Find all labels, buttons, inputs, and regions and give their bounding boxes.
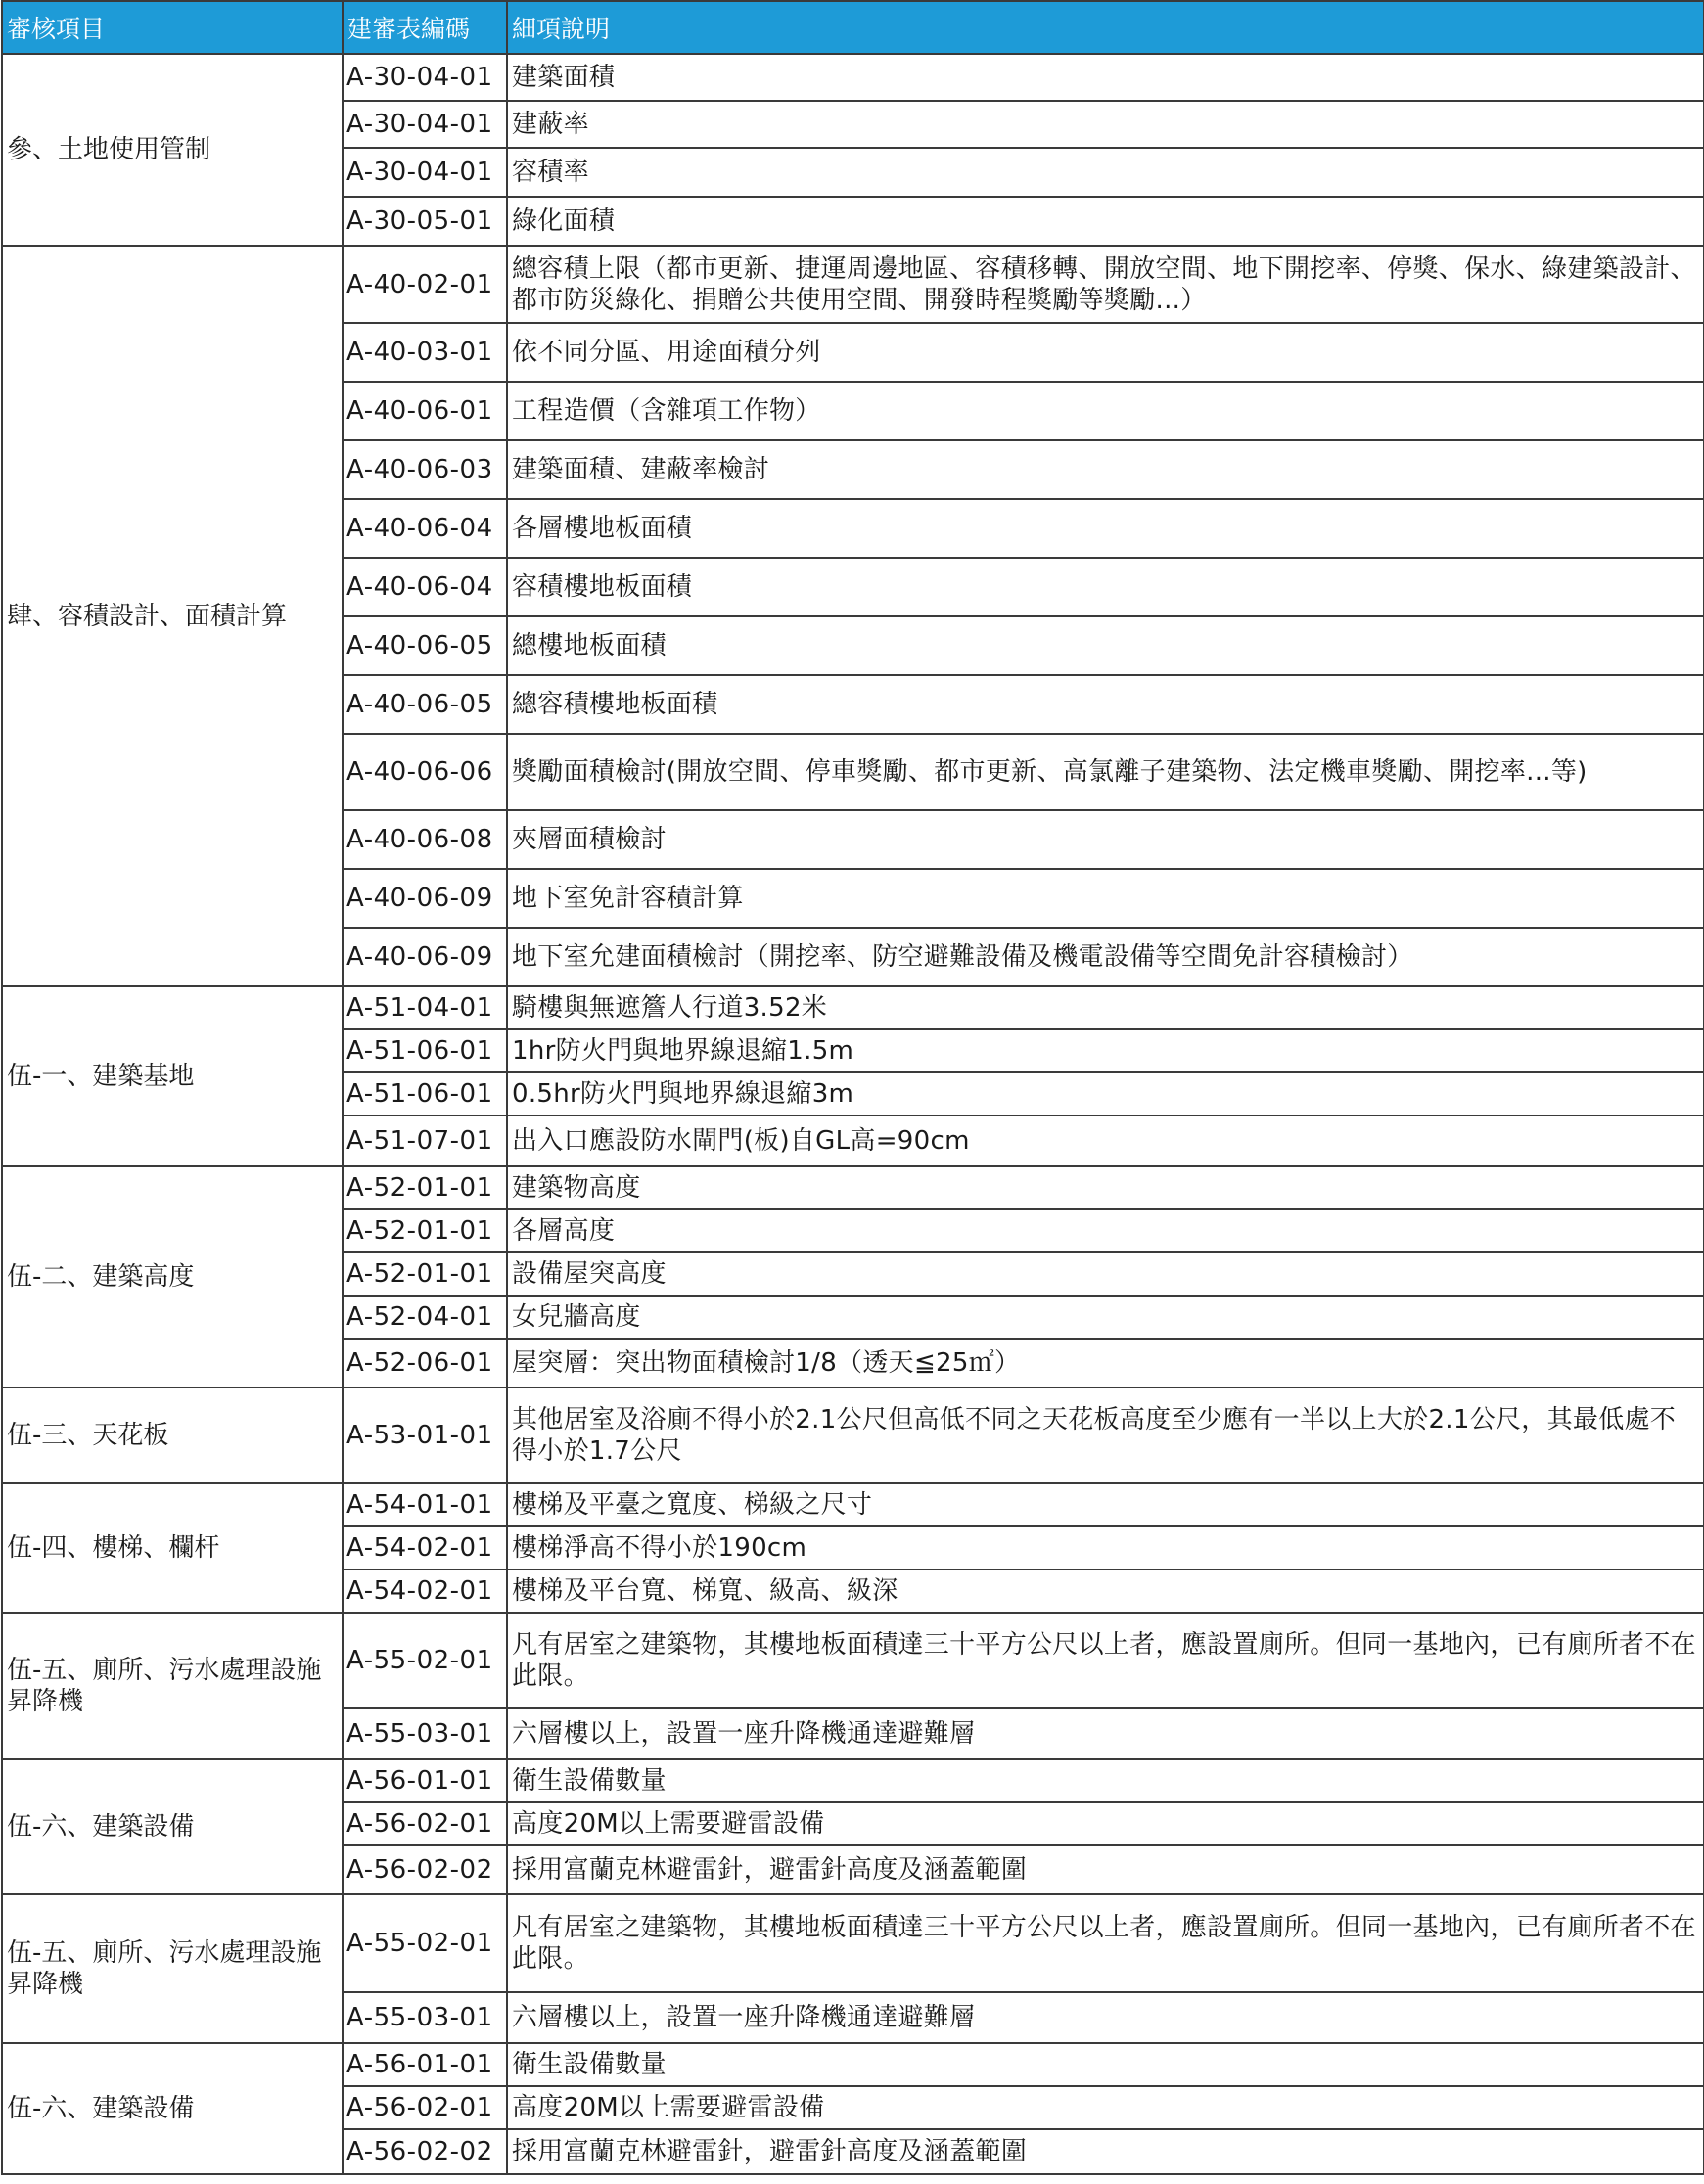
- code-cell: A-56-01-01: [343, 1759, 507, 1802]
- code-cell: A-52-06-01: [343, 1339, 507, 1388]
- table-row: [2, 1483, 1704, 1526]
- description-cell: 0.5hr防火門與地界線退縮3m: [507, 1072, 1704, 1115]
- description-cell: 綠化面積: [507, 197, 1704, 246]
- code-cell: A-30-04-01: [343, 148, 507, 197]
- description-cell: 屋突層：突出物面積檢討1/8（透天≦25㎡）: [507, 1339, 1704, 1388]
- code-cell: A-55-02-01: [343, 1613, 507, 1708]
- description-cell: 建蔽率: [507, 101, 1704, 148]
- category-cell: 伍-六、建築設備: [2, 2043, 343, 2174]
- code-cell: A-52-01-01: [343, 1166, 507, 1209]
- description-cell: 各層樓地板面積: [507, 499, 1704, 558]
- code-cell: A-40-06-01: [343, 382, 507, 440]
- category-cell: 伍-三、天花板: [2, 1388, 343, 1483]
- code-cell: A-30-05-01: [343, 197, 507, 246]
- code-cell: A-40-06-04: [343, 499, 507, 558]
- description-cell: 夾層面積檢討: [507, 810, 1704, 869]
- category-cell: 伍-五、廁所、污水處理設施昇降機: [2, 1613, 343, 1759]
- code-cell: A-56-02-02: [343, 2129, 507, 2174]
- description-cell: 獎勵面積檢討(開放空間、停車獎勵、都市更新、高氯離子建築物、法定機車獎勵、開挖率...等): [507, 734, 1704, 810]
- header-form-code: 建審表編碼: [343, 1, 507, 54]
- description-cell: 容積樓地板面積: [507, 558, 1704, 616]
- category-cell: 伍-一、建築基地: [2, 986, 343, 1166]
- table-row: [2, 1894, 1704, 1992]
- code-cell: A-56-02-01: [343, 1802, 507, 1845]
- code-cell: A-52-04-01: [343, 1296, 507, 1339]
- table-row: [2, 246, 1704, 323]
- code-cell: A-40-06-06: [343, 734, 507, 810]
- code-cell: A-53-01-01: [343, 1388, 507, 1483]
- code-cell: A-52-01-01: [343, 1209, 507, 1252]
- code-cell: A-54-02-01: [343, 1526, 507, 1570]
- code-cell: A-40-06-09: [343, 928, 507, 986]
- code-cell: A-30-04-01: [343, 54, 507, 101]
- description-cell: 依不同分區、用途面積分列: [507, 323, 1704, 382]
- code-cell: A-40-03-01: [343, 323, 507, 382]
- description-cell: 樓梯及平臺之寬度、梯級之尺寸: [507, 1483, 1704, 1526]
- code-cell: A-51-06-01: [343, 1072, 507, 1115]
- description-cell: 設備屋突高度: [507, 1252, 1704, 1296]
- table-row: [2, 54, 1704, 101]
- description-cell: 地下室允建面積檢討（開挖率、防空避難設備及機電設備等空間免計容積檢討）: [507, 928, 1704, 986]
- description-cell: 六層樓以上，設置一座升降機通達避難層: [507, 1992, 1704, 2043]
- description-cell: 出入口應設防水閘門(板)自GL高=90cm: [507, 1115, 1704, 1166]
- description-cell: 衛生設備數量: [507, 1759, 1704, 1802]
- description-cell: 總容積樓地板面積: [507, 675, 1704, 734]
- code-cell: A-51-04-01: [343, 986, 507, 1029]
- code-cell: A-56-01-01: [343, 2043, 507, 2086]
- review-items-table: [1, 0, 1704, 2175]
- code-cell: A-55-03-01: [343, 1992, 507, 2043]
- code-cell: A-51-06-01: [343, 1029, 507, 1072]
- table-row: [2, 986, 1704, 1029]
- description-cell: 1hr防火門與地界線退縮1.5m: [507, 1029, 1704, 1072]
- description-cell: 建築物高度: [507, 1166, 1704, 1209]
- description-cell: 採用富蘭克林避雷針，避雷針高度及涵蓋範圍: [507, 2129, 1704, 2174]
- description-cell: 總容積上限（都市更新、捷運周邊地區、容積移轉、開放空間、地下開挖率、停獎、保水、綠建築設計、都市防災綠化、捐贈公共使用空間、開發時程獎勵等獎勵...）: [507, 246, 1704, 323]
- code-cell: A-40-02-01: [343, 246, 507, 323]
- code-cell: A-56-02-02: [343, 1845, 507, 1894]
- category-cell: 肆、容積設計、面積計算: [2, 246, 343, 986]
- table-row: [2, 1166, 1704, 1209]
- table-row: [2, 2043, 1704, 2086]
- header-description: 細項說明: [507, 1, 1704, 54]
- description-cell: 高度20M以上需要避雷設備: [507, 2086, 1704, 2129]
- description-cell: 女兒牆高度: [507, 1296, 1704, 1339]
- description-cell: 建築面積、建蔽率檢討: [507, 440, 1704, 499]
- description-cell: 凡有居室之建築物，其樓地板面積達三十平方公尺以上者，應設置廁所。但同一基地內，已有廁所者不在此限。: [507, 1613, 1704, 1708]
- category-cell: 參、土地使用管制: [2, 54, 343, 246]
- description-cell: 衛生設備數量: [507, 2043, 1704, 2086]
- code-cell: A-40-06-09: [343, 869, 507, 928]
- code-cell: A-30-04-01: [343, 101, 507, 148]
- table-row: [2, 1388, 1704, 1483]
- description-cell: 總樓地板面積: [507, 616, 1704, 675]
- description-cell: 地下室免計容積計算: [507, 869, 1704, 928]
- description-cell: 各層高度: [507, 1209, 1704, 1252]
- description-cell: 騎樓與無遮簷人行道3.52米: [507, 986, 1704, 1029]
- header-review-item: 審核項目: [2, 1, 343, 54]
- description-cell: 樓梯淨高不得小於190cm: [507, 1526, 1704, 1570]
- category-cell: 伍-二、建築高度: [2, 1166, 343, 1388]
- code-cell: A-55-02-01: [343, 1894, 507, 1992]
- code-cell: A-54-02-01: [343, 1570, 507, 1613]
- code-cell: A-40-06-04: [343, 558, 507, 616]
- code-cell: A-40-06-03: [343, 440, 507, 499]
- category-cell: 伍-四、樓梯、欄杆: [2, 1483, 343, 1613]
- description-cell: 樓梯及平台寬、梯寬、級高、級深: [507, 1570, 1704, 1613]
- header-row: [2, 1, 1704, 54]
- code-cell: A-56-02-01: [343, 2086, 507, 2129]
- code-cell: A-52-01-01: [343, 1252, 507, 1296]
- table-row: [2, 1759, 1704, 1802]
- category-cell: 伍-五、廁所、污水處理設施昇降機: [2, 1894, 343, 2043]
- code-cell: A-40-06-05: [343, 675, 507, 734]
- table-header: [2, 1, 1704, 54]
- description-cell: 容積率: [507, 148, 1704, 197]
- code-cell: A-40-06-05: [343, 616, 507, 675]
- category-cell: 伍-六、建築設備: [2, 1759, 343, 1894]
- description-cell: 工程造價（含雜項工作物）: [507, 382, 1704, 440]
- description-cell: 其他居室及浴廁不得小於2.1公尺但高低不同之天花板高度至少應有一半以上大於2.1公尺，其最低處不得小於1.7公尺: [507, 1388, 1704, 1483]
- code-cell: A-51-07-01: [343, 1115, 507, 1166]
- description-cell: 凡有居室之建築物，其樓地板面積達三十平方公尺以上者，應設置廁所。但同一基地內，已有廁所者不在此限。: [507, 1894, 1704, 1992]
- table-body: [2, 54, 1704, 2174]
- description-cell: 採用富蘭克林避雷針，避雷針高度及涵蓋範圍: [507, 1845, 1704, 1894]
- description-cell: 六層樓以上，設置一座升降機通達避難層: [507, 1708, 1704, 1759]
- code-cell: A-40-06-08: [343, 810, 507, 869]
- description-cell: 高度20M以上需要避雷設備: [507, 1802, 1704, 1845]
- code-cell: A-55-03-01: [343, 1708, 507, 1759]
- table-row: [2, 1613, 1704, 1708]
- code-cell: A-54-01-01: [343, 1483, 507, 1526]
- description-cell: 建築面積: [507, 54, 1704, 101]
